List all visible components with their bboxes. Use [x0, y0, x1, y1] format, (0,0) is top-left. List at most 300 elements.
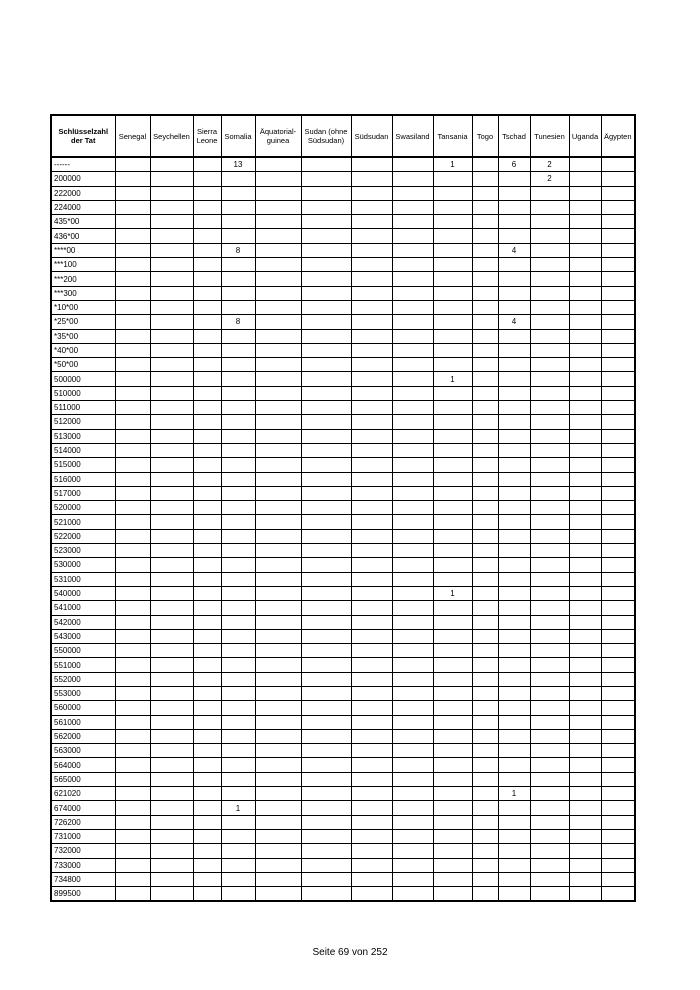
table-cell	[433, 486, 472, 500]
table-cell	[433, 429, 472, 443]
table-cell	[433, 386, 472, 400]
table-cell	[433, 644, 472, 658]
table-cell	[392, 258, 433, 272]
table-cell	[301, 258, 351, 272]
table-cell	[115, 558, 150, 572]
table-cell	[221, 701, 255, 715]
table-cell	[150, 772, 193, 786]
table-row	[51, 758, 635, 772]
table-cell	[255, 701, 301, 715]
table-cell	[530, 515, 569, 529]
column-header: Südsudan	[351, 115, 392, 157]
table-cell	[301, 801, 351, 815]
table-cell	[530, 729, 569, 743]
table-cell	[498, 186, 530, 200]
table-cell	[392, 186, 433, 200]
table-cell	[392, 429, 433, 443]
table-cell: 8	[221, 315, 255, 329]
table-cell	[351, 572, 392, 586]
column-header: Tansania	[433, 115, 472, 157]
table-cell	[301, 458, 351, 472]
table-cell	[601, 787, 635, 801]
table-cell	[255, 186, 301, 200]
table-cell	[472, 300, 498, 314]
table-cell	[433, 758, 472, 772]
table-cell	[472, 815, 498, 829]
table-cell	[472, 758, 498, 772]
table-cell	[392, 358, 433, 372]
table-cell	[301, 329, 351, 343]
table-cell	[472, 329, 498, 343]
table-row	[51, 572, 635, 586]
table-cell	[498, 443, 530, 457]
table-cell	[472, 472, 498, 486]
column-header: Äquatorial-guinea	[255, 115, 301, 157]
table-cell	[569, 429, 601, 443]
table-cell	[601, 515, 635, 529]
column-header: Tunesien	[530, 115, 569, 157]
table-cell	[255, 229, 301, 243]
table-cell	[569, 586, 601, 600]
table-cell	[530, 286, 569, 300]
table-cell	[115, 887, 150, 902]
table-cell	[150, 272, 193, 286]
table-cell	[193, 701, 221, 715]
table-cell	[392, 787, 433, 801]
table-cell	[301, 858, 351, 872]
row-key-cell: 500000	[51, 372, 115, 386]
table-cell	[601, 329, 635, 343]
table-cell	[498, 729, 530, 743]
table-cell	[472, 686, 498, 700]
table-cell	[193, 186, 221, 200]
row-key-cell: 565000	[51, 772, 115, 786]
table-cell	[221, 758, 255, 772]
table-cell	[115, 472, 150, 486]
table-cell	[433, 558, 472, 572]
table-body	[51, 157, 635, 901]
table-cell	[193, 272, 221, 286]
table-cell	[569, 272, 601, 286]
table-cell	[351, 472, 392, 486]
table-cell	[193, 801, 221, 815]
column-header: Togo	[472, 115, 498, 157]
table-cell	[498, 686, 530, 700]
table-cell	[301, 200, 351, 214]
table-row	[51, 415, 635, 429]
table-cell	[472, 529, 498, 543]
table-cell	[498, 286, 530, 300]
table-cell	[193, 872, 221, 886]
table-cell	[301, 615, 351, 629]
table-row	[51, 744, 635, 758]
table-cell	[255, 586, 301, 600]
table-cell	[601, 243, 635, 257]
table-cell	[221, 358, 255, 372]
table-cell	[601, 744, 635, 758]
table-cell	[530, 372, 569, 386]
row-key-cell: ------	[51, 157, 115, 172]
table-cell	[301, 272, 351, 286]
table-cell	[472, 429, 498, 443]
table-cell	[472, 343, 498, 357]
table-cell	[193, 315, 221, 329]
table-cell	[255, 544, 301, 558]
table-cell	[472, 672, 498, 686]
table-cell	[301, 172, 351, 186]
table-cell	[221, 729, 255, 743]
row-key-cell: ***100	[51, 258, 115, 272]
table-cell	[530, 415, 569, 429]
table-cell	[569, 329, 601, 343]
table-cell	[150, 701, 193, 715]
table-cell	[392, 858, 433, 872]
table-cell	[301, 601, 351, 615]
row-key-cell: 517000	[51, 486, 115, 500]
table-cell	[498, 529, 530, 543]
table-cell	[569, 672, 601, 686]
row-key-cell: 543000	[51, 629, 115, 643]
table-cell	[601, 815, 635, 829]
table-cell	[150, 472, 193, 486]
table-cell	[601, 286, 635, 300]
table-cell	[530, 401, 569, 415]
table-cell	[301, 415, 351, 429]
table-cell	[392, 729, 433, 743]
table-cell	[472, 386, 498, 400]
row-key-cell: 436*00	[51, 229, 115, 243]
table-cell	[433, 358, 472, 372]
table-cell	[255, 615, 301, 629]
table-cell	[569, 229, 601, 243]
table-cell	[115, 615, 150, 629]
table-cell	[115, 772, 150, 786]
table-cell	[115, 715, 150, 729]
table-cell	[193, 501, 221, 515]
table-cell	[301, 844, 351, 858]
table-cell	[392, 458, 433, 472]
row-key-cell: 563000	[51, 744, 115, 758]
table-cell	[569, 715, 601, 729]
row-key-cell: *25*00	[51, 315, 115, 329]
table-cell	[601, 358, 635, 372]
table-cell	[193, 172, 221, 186]
table-header-row	[51, 115, 635, 157]
table-cell	[392, 315, 433, 329]
table-cell	[193, 844, 221, 858]
table-cell	[392, 443, 433, 457]
table-cell	[221, 558, 255, 572]
table-cell	[150, 429, 193, 443]
table-cell	[433, 872, 472, 886]
table-cell	[433, 315, 472, 329]
table-cell	[433, 715, 472, 729]
table-cell	[301, 729, 351, 743]
column-header-key: Schlüsselzahl der Tat	[51, 115, 115, 157]
table-cell	[601, 887, 635, 902]
table-row	[51, 186, 635, 200]
table-cell	[569, 386, 601, 400]
table-cell	[433, 258, 472, 272]
table-cell	[601, 429, 635, 443]
table-cell	[301, 887, 351, 902]
table-cell	[498, 544, 530, 558]
table-cell	[601, 372, 635, 386]
table-cell	[351, 729, 392, 743]
table-cell	[472, 372, 498, 386]
table-cell	[351, 686, 392, 700]
table-cell	[193, 258, 221, 272]
table-cell	[392, 658, 433, 672]
table-row	[51, 615, 635, 629]
table-row	[51, 515, 635, 529]
table-cell	[433, 343, 472, 357]
table-row	[51, 658, 635, 672]
table-cell	[351, 300, 392, 314]
table-cell	[301, 715, 351, 729]
table-cell	[392, 601, 433, 615]
table-cell	[498, 644, 530, 658]
table-cell	[530, 672, 569, 686]
table-cell	[498, 772, 530, 786]
table-cell	[351, 343, 392, 357]
table-cell	[115, 286, 150, 300]
table-cell	[498, 272, 530, 286]
table-cell	[498, 172, 530, 186]
row-key-cell: 531000	[51, 572, 115, 586]
table-cell	[433, 300, 472, 314]
table-cell	[351, 601, 392, 615]
table-cell	[351, 787, 392, 801]
table-cell	[498, 343, 530, 357]
table-cell	[569, 372, 601, 386]
table-cell	[569, 258, 601, 272]
table-cell	[498, 887, 530, 902]
table-cell	[498, 629, 530, 643]
column-header: Ägypten	[601, 115, 635, 157]
table-cell	[255, 729, 301, 743]
table-cell	[472, 229, 498, 243]
row-key-cell: *35*00	[51, 329, 115, 343]
table-cell	[530, 272, 569, 286]
table-cell	[498, 515, 530, 529]
table-cell	[530, 200, 569, 214]
table-cell	[193, 858, 221, 872]
table-cell	[193, 458, 221, 472]
table-cell	[569, 315, 601, 329]
table-cell	[392, 672, 433, 686]
row-key-cell: 734800	[51, 872, 115, 886]
table-cell	[433, 772, 472, 786]
table-cell	[221, 772, 255, 786]
table-cell	[498, 744, 530, 758]
table-cell	[150, 558, 193, 572]
table-cell	[392, 300, 433, 314]
table-cell	[115, 529, 150, 543]
table-cell	[472, 644, 498, 658]
table-cell	[530, 858, 569, 872]
table-cell	[351, 200, 392, 214]
table-cell	[601, 829, 635, 843]
table-cell	[392, 172, 433, 186]
table-cell	[530, 801, 569, 815]
table-cell	[498, 415, 530, 429]
table-cell	[601, 300, 635, 314]
table-cell	[115, 672, 150, 686]
table-cell	[221, 744, 255, 758]
data-table	[50, 114, 636, 902]
table-cell	[351, 629, 392, 643]
table-cell	[472, 715, 498, 729]
table-cell	[255, 558, 301, 572]
table-cell	[301, 644, 351, 658]
table-cell	[433, 858, 472, 872]
table-cell: 6	[498, 157, 530, 172]
table-cell	[569, 772, 601, 786]
table-cell	[221, 472, 255, 486]
table-cell	[255, 200, 301, 214]
table-cell	[472, 586, 498, 600]
table-row	[51, 200, 635, 214]
table-cell	[433, 615, 472, 629]
table-cell	[255, 801, 301, 815]
table-cell	[150, 300, 193, 314]
table-cell	[301, 286, 351, 300]
table-cell	[351, 372, 392, 386]
row-key-cell: 564000	[51, 758, 115, 772]
table-cell	[569, 486, 601, 500]
table-cell	[530, 815, 569, 829]
table-cell	[498, 372, 530, 386]
table-row	[51, 215, 635, 229]
table-cell	[193, 544, 221, 558]
row-key-cell: 540000	[51, 586, 115, 600]
table-cell	[150, 586, 193, 600]
table-cell	[351, 644, 392, 658]
table-cell	[221, 443, 255, 457]
row-key-cell: 674000	[51, 801, 115, 815]
table-cell	[255, 887, 301, 902]
table-cell	[472, 801, 498, 815]
table-cell	[601, 672, 635, 686]
table-cell	[472, 729, 498, 743]
table-cell	[433, 186, 472, 200]
table-cell	[472, 272, 498, 286]
table-cell	[472, 443, 498, 457]
table-cell	[392, 829, 433, 843]
table-cell	[392, 615, 433, 629]
table-cell	[351, 844, 392, 858]
table-cell	[115, 758, 150, 772]
table-cell	[301, 829, 351, 843]
table-cell	[433, 787, 472, 801]
table-cell	[115, 157, 150, 172]
table-row	[51, 529, 635, 543]
table-cell	[115, 701, 150, 715]
table-cell	[301, 215, 351, 229]
table-cell	[301, 486, 351, 500]
table-cell	[433, 572, 472, 586]
table-cell	[392, 801, 433, 815]
table-cell	[255, 744, 301, 758]
table-cell	[472, 544, 498, 558]
table-cell	[221, 258, 255, 272]
table-cell	[301, 229, 351, 243]
table-cell	[498, 558, 530, 572]
table-cell	[115, 186, 150, 200]
table-cell	[193, 472, 221, 486]
table-cell	[351, 329, 392, 343]
table-cell	[193, 329, 221, 343]
row-key-cell: ***200	[51, 272, 115, 286]
table-row	[51, 229, 635, 243]
table-cell	[601, 586, 635, 600]
row-key-cell: 435*00	[51, 215, 115, 229]
table-cell	[301, 386, 351, 400]
table-cell	[392, 329, 433, 343]
table-cell	[150, 729, 193, 743]
table-row	[51, 172, 635, 186]
table-row	[51, 715, 635, 729]
table-cell	[498, 358, 530, 372]
table-cell: 1	[433, 157, 472, 172]
table-cell	[301, 501, 351, 515]
table-cell	[150, 829, 193, 843]
table-cell	[115, 343, 150, 357]
table-cell	[472, 658, 498, 672]
table-cell	[255, 501, 301, 515]
row-key-cell: 514000	[51, 443, 115, 457]
table-cell	[115, 515, 150, 529]
table-cell	[301, 686, 351, 700]
table-cell	[569, 529, 601, 543]
table-cell	[569, 415, 601, 429]
table-cell	[193, 715, 221, 729]
table-cell	[601, 544, 635, 558]
table-cell	[601, 772, 635, 786]
row-key-cell: 542000	[51, 615, 115, 629]
table-cell	[433, 200, 472, 214]
table-cell	[115, 844, 150, 858]
table-cell	[150, 172, 193, 186]
table-cell	[472, 701, 498, 715]
table-cell	[150, 401, 193, 415]
row-key-cell: 551000	[51, 658, 115, 672]
table-cell	[150, 186, 193, 200]
table-cell	[351, 715, 392, 729]
table-cell	[530, 429, 569, 443]
table-cell	[150, 386, 193, 400]
table-cell	[115, 601, 150, 615]
table-cell	[255, 686, 301, 700]
table-cell	[193, 815, 221, 829]
table-cell	[301, 315, 351, 329]
table-cell	[221, 343, 255, 357]
table-cell	[530, 343, 569, 357]
table-cell	[193, 515, 221, 529]
table-cell	[193, 286, 221, 300]
table-cell	[569, 729, 601, 743]
table-cell	[472, 501, 498, 515]
table-cell	[301, 429, 351, 443]
table-cell	[601, 615, 635, 629]
table-cell	[601, 572, 635, 586]
table-cell	[255, 215, 301, 229]
table-cell	[301, 300, 351, 314]
table-cell	[392, 887, 433, 902]
table-cell	[472, 200, 498, 214]
table-cell	[601, 272, 635, 286]
